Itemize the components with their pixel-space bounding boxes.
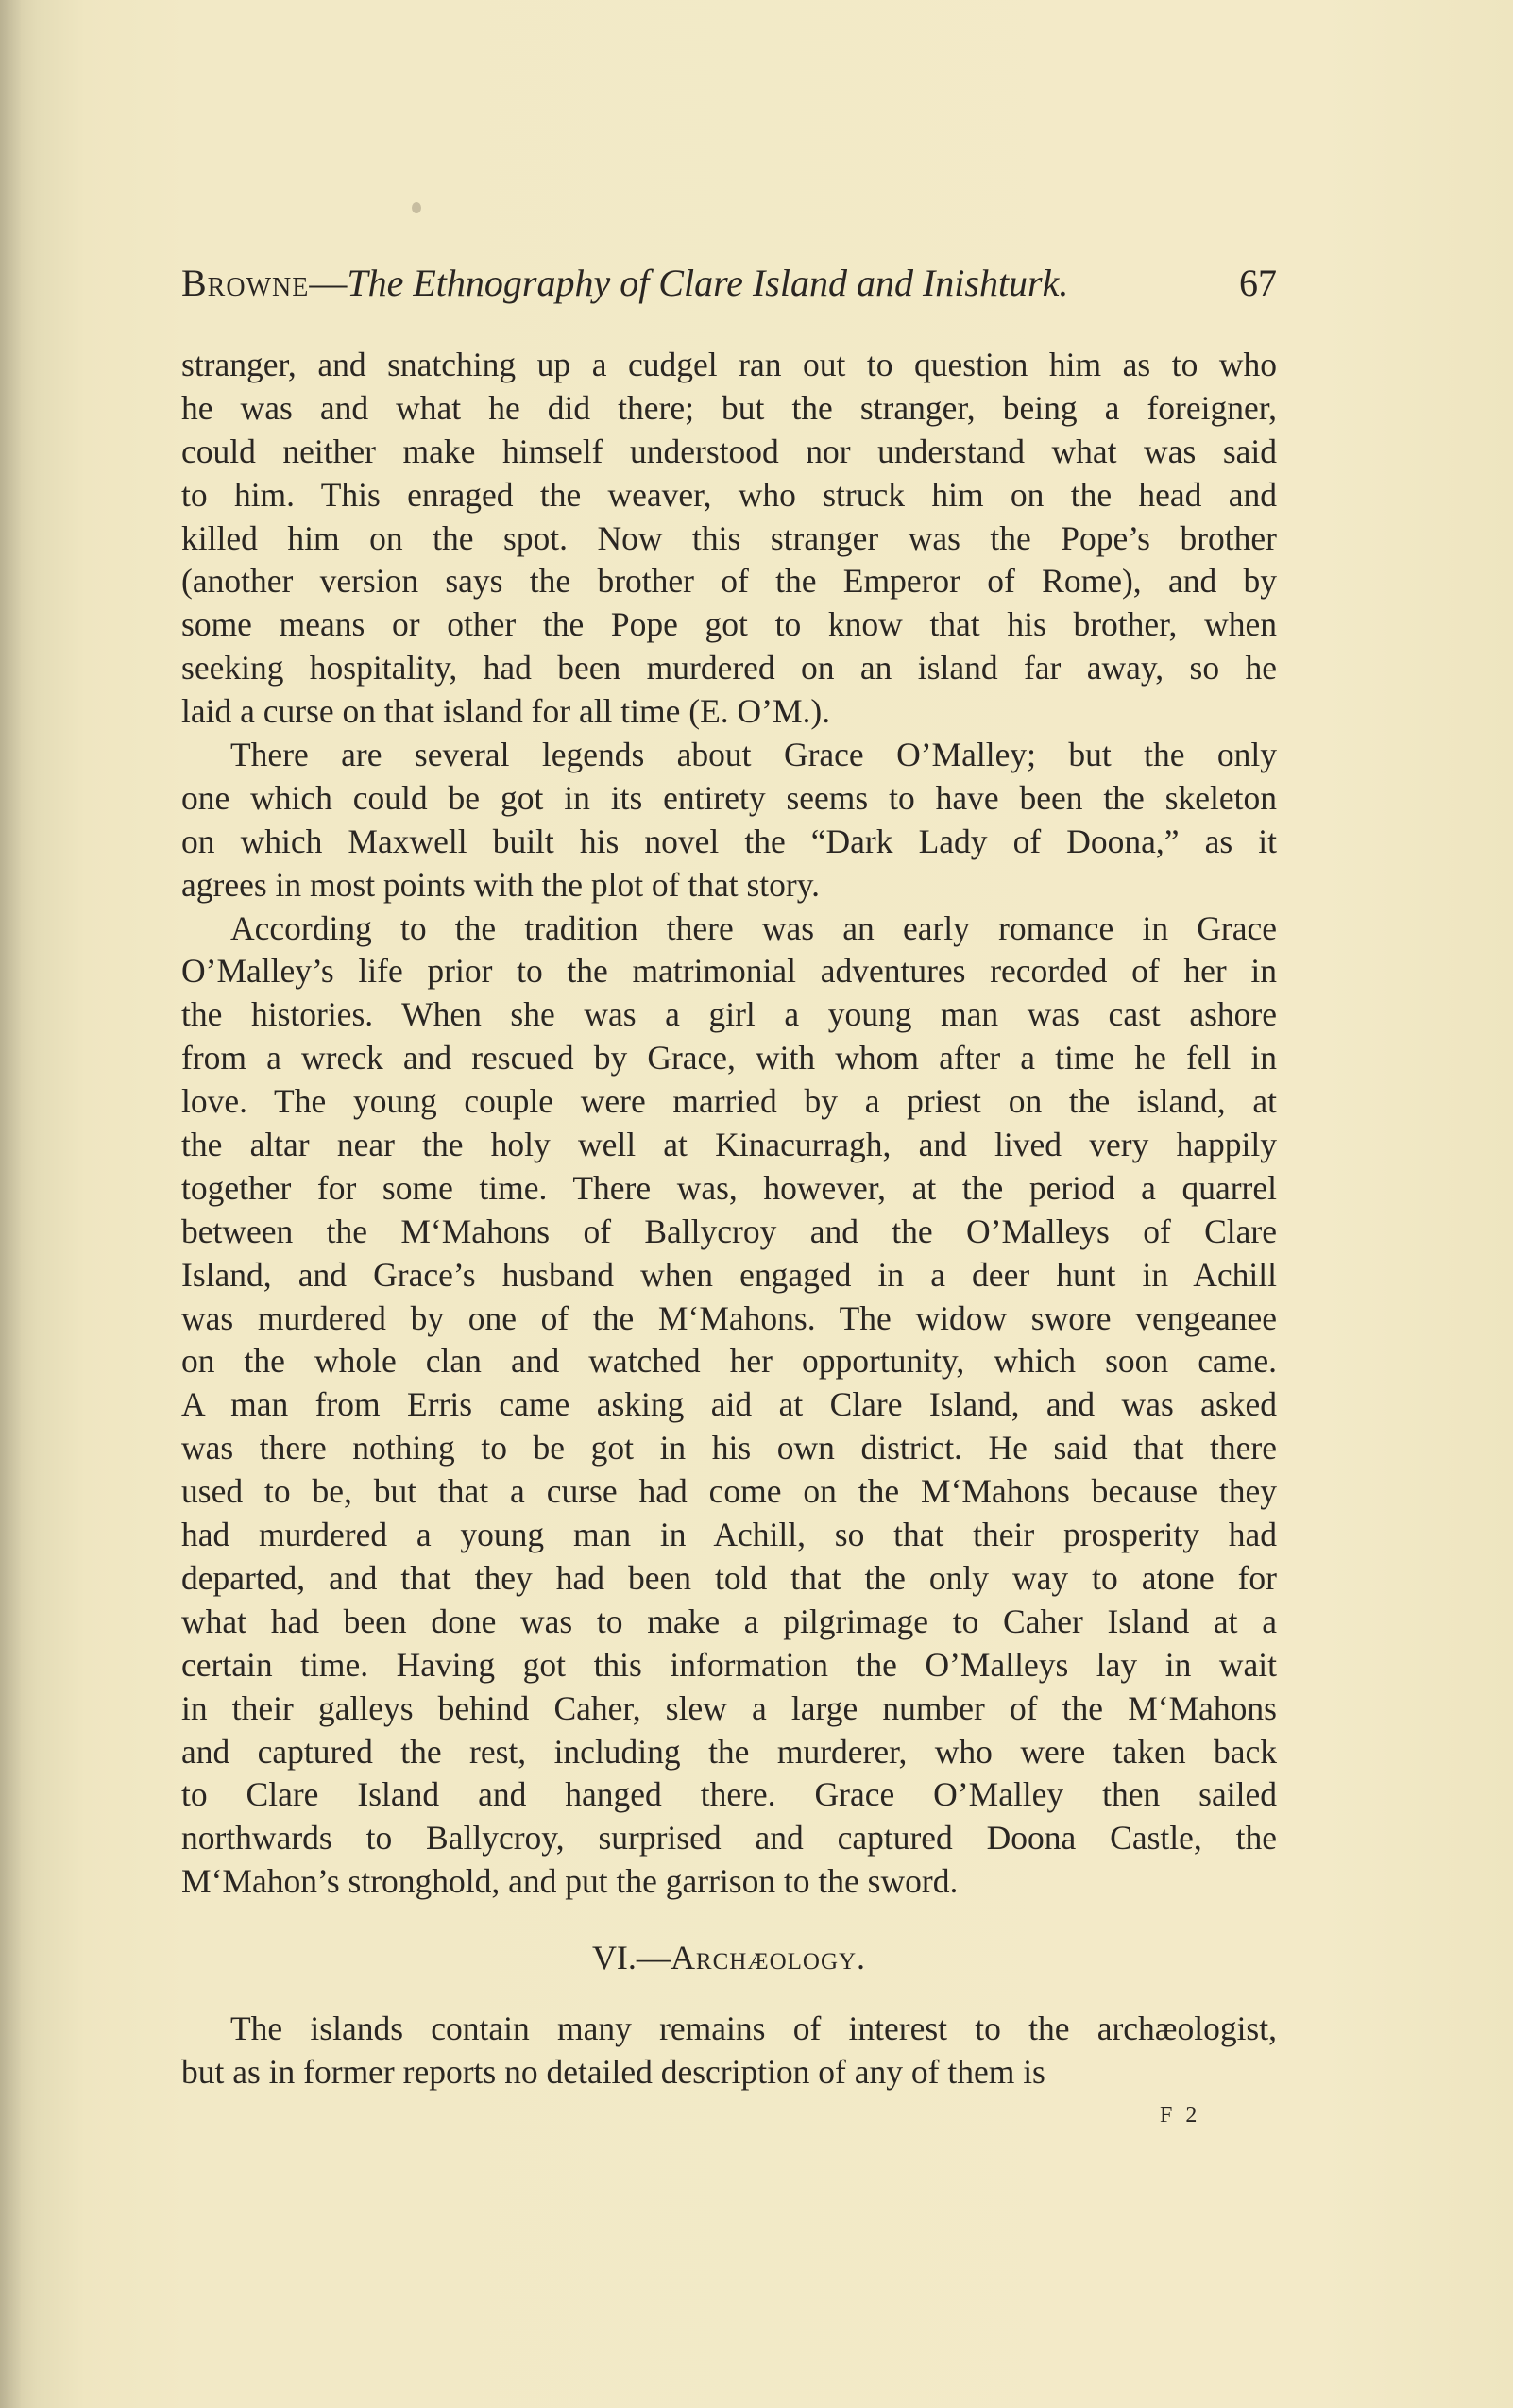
text-line: the altar near the holy well at Kinacurragh, and lived very happily: [181, 1126, 1277, 1164]
text-line: According to the tradition there was an early romance in Grace: [230, 908, 1277, 947]
text-line: used to be, but that a curse had come on the M‘Mahons because they: [181, 1472, 1277, 1511]
text-line: some means or other the Pope got to know that his brother, when: [181, 605, 1277, 644]
text-line: had murdered a young man in Achill, so that their prosperity had: [181, 1516, 1277, 1554]
binding-gutter: [0, 0, 21, 2408]
paragraph: [181, 907, 1277, 1904]
body-text: [181, 344, 1277, 1904]
text-line: killed him on the spot. Now this stranger was the Pope’s brother: [181, 518, 1277, 557]
text-line: to Clare Island and hanged there. Grace O’Malley then sailed: [181, 1775, 1277, 1814]
text-line: departed, and that they had been told that the only way to atone for: [181, 1558, 1277, 1597]
text-line: but as in former reports no detailed description of any of them is: [181, 2052, 1046, 2091]
text-line: one which could be got in its entirety seems to have been the skeleton: [181, 778, 1277, 817]
paragraph: [181, 734, 1277, 907]
text-line: together for some time. There was, however, at the period a quarrel: [181, 1168, 1277, 1207]
paragraph: [181, 2008, 1277, 2094]
signature-mark: F 2: [1160, 2103, 1201, 2128]
text-line: M‘Mahon’s stronghold, and put the garrison to the sword.: [181, 1862, 959, 1901]
text-line: he was and what he did there; but the stranger, being a foreigner,: [181, 388, 1277, 427]
text-line: and captured the rest, including the murderer, who were taken back: [181, 1732, 1277, 1771]
text-line: could neither make himself understood nor understand what was said: [181, 432, 1277, 470]
header-title: The Ethnography of Clare Island and Inishturk.: [347, 262, 1069, 304]
text-line: to him. This enraged the weaver, who struck him on the head and: [181, 475, 1277, 514]
text-line: (another version says the brother of the Emperor of Rome), and by: [181, 562, 1277, 601]
text-line: seeking hospitality, had been murdered on an island far away, so he: [181, 649, 1277, 687]
header-author: Browne: [181, 262, 310, 304]
text-line: the histories. When she was a girl a young man was cast ashore: [181, 995, 1277, 1034]
text-line: northwards to Ballycroy, surprised and captured Doona Castle, the: [181, 1819, 1277, 1857]
text-line: on the whole clan and watched her opportunity, which soon came.: [181, 1342, 1277, 1381]
section-opening-paragraph: [181, 2008, 1277, 2094]
text-line: what had been done was to make a pilgrimage to Caher Island at a: [181, 1602, 1277, 1640]
text-line: agrees in most points with the plot of that story.: [181, 865, 821, 904]
text-line: Island, and Grace’s husband when engaged in a deer hunt in Achill: [181, 1255, 1277, 1294]
text-line: There are several legends about Grace O’Malley; but the only: [230, 736, 1277, 774]
text-line: in their galleys behind Caher, slew a large number of the M‘Mahons: [181, 1688, 1277, 1727]
text-line: certain time. Having got this information the O’Malleys lay in wait: [181, 1645, 1277, 1684]
text-line: A man from Erris came asking aid at Clare Island, and was asked: [181, 1385, 1277, 1424]
text-line: was there nothing to be got in his own district. He said that there: [181, 1429, 1277, 1467]
text-line: from a wreck and rescued by Grace, with whom after a time he fell in: [181, 1039, 1277, 1077]
text-line: was murdered by one of the M‘Mahons. The widow swore vengeanee: [181, 1298, 1277, 1337]
text-line: on which Maxwell built his novel the “Dark Lady of Doona,” as it: [181, 822, 1277, 860]
section-title: Archæology.: [670, 1939, 867, 1976]
page-number: 67: [1239, 262, 1277, 304]
section-number: VI.—: [591, 1939, 671, 1976]
running-header: [181, 255, 1277, 312]
text-line: laid a curse on that island for all time (E. O’M.).: [181, 692, 831, 731]
paragraph: [181, 344, 1277, 734]
text-line: between the M‘Mahons of Ballycroy and the O’Malleys of Clare: [181, 1212, 1277, 1250]
text-line: stranger, and snatching up a cudgel ran out to question him as to who: [181, 346, 1277, 383]
text-line: love. The young couple were married by a priest on the island, at: [181, 1082, 1277, 1121]
text-line: The islands contain many remains of interest to the archæologist,: [230, 2009, 1277, 2047]
ink-smudge: [412, 202, 421, 213]
section-heading: [181, 1934, 1277, 1981]
text-line: O’Malley’s life prior to the matrimonial adventures recorded of her in: [181, 952, 1277, 991]
header-separator: —: [309, 262, 348, 304]
